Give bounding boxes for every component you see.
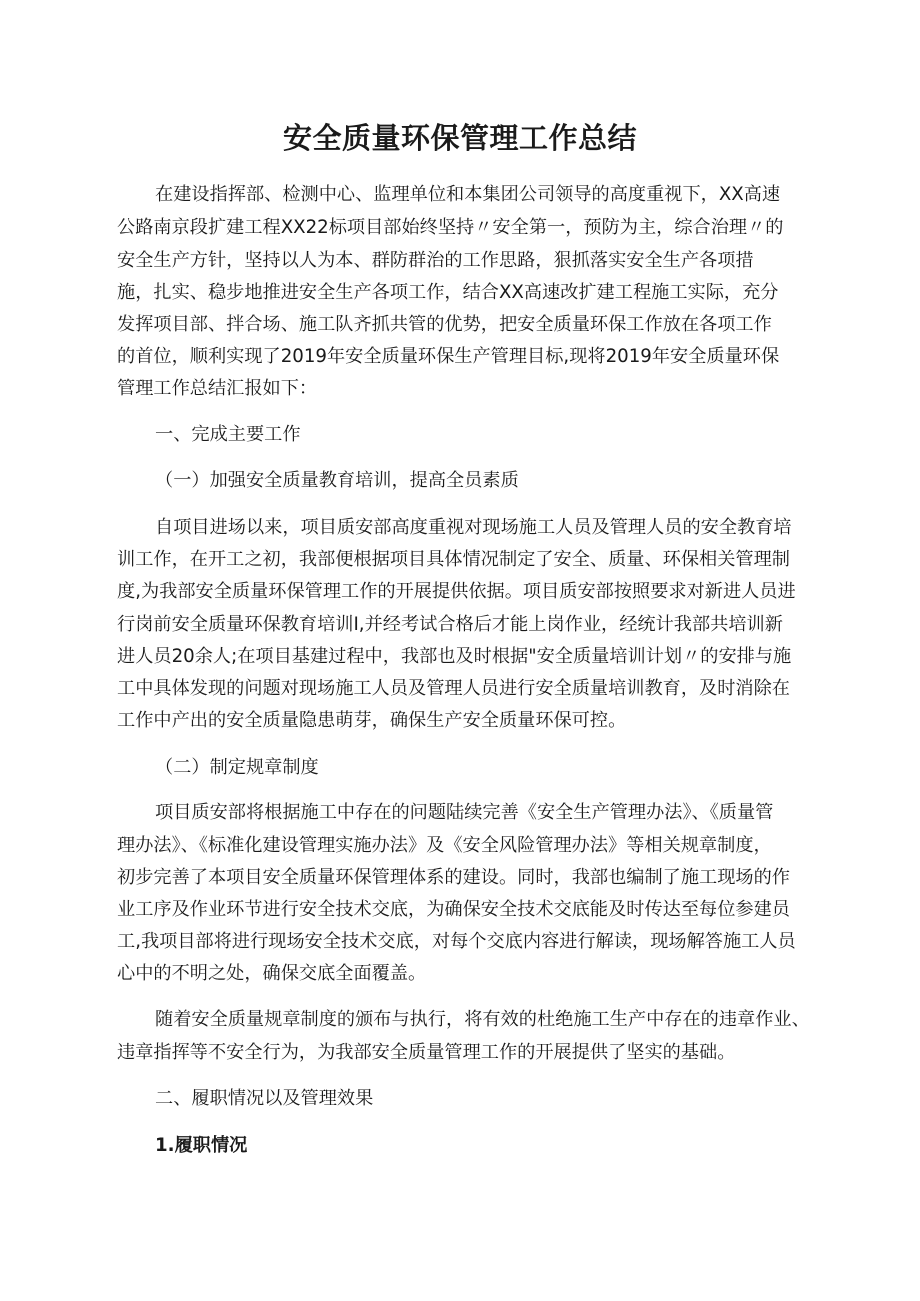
subsection-heading: （一）加强安全质量教育培训，提高全员素质 [155,470,519,491]
paragraph-line: 发挥项目部、拌合场、施工队齐抓共管的优势，把安全质量环保工作放在各项工作 [117,314,772,335]
numbered-heading: 1.履职情况 [155,1135,248,1156]
paragraph-line: 心中的不明之处，确保交底全面覆盖。 [117,963,427,984]
paragraph-line: 施，扎实、稳步地推进安全生产各项工作，结合XX高速改扩建工程施工实际，充分 [117,282,779,303]
document-title: 安全质量环保管理工作总结 [282,121,637,155]
paragraph-line: 随着安全质量规章制度的颁布与执行，将有效的杜绝施工生产中存在的违章作业、 [155,1009,810,1030]
paragraph-line: 工,我项目部将进行现场安全技术交底，对每个交底内容进行解读，现场解答施工人员 [117,931,796,952]
paragraph-line: 理办法》、《标准化建设管理实施办法》及《安全风险管理办法》等相关规章制度， [117,835,772,856]
paragraph-line: 自项目进场以来，项目质安部高度重视对现场施工人员及管理人员的安全教育培 [155,517,792,538]
paragraph-line: 行岗前安全质量环保教育培训I,并经考试合格后才能上岗作业，经统计我部共培训新 [117,614,783,635]
paragraph-line: 工中具体发现的问题对现场施工人员及管理人员进行安全质量培训教育，及时消除在 [117,678,790,699]
paragraph-line: 安全生产方针，坚持以人为本、群防群治的工作思路，狠抓落实安全生产各项措 [117,250,754,271]
paragraph-line: 公路南京段扩建工程XX22标项目部始终坚持〃安全第一，预防为主，综合治理〃的 [117,217,784,238]
paragraph-line: 工作中产出的安全质量隐患萌芽，确保生产安全质量环保可控。 [117,710,627,731]
paragraph-line: 进人员20余人;在项目基建过程中，我部也及时根据"安全质量培训计划〃的安排与施 [117,646,792,667]
paragraph-line: 项目质安部将根据施工中存在的问题陆续完善《安全生产管理办法》、《质量管 [155,802,774,823]
section-heading: 一、完成主要工作 [155,424,301,445]
paragraph-line: 初步完善了本项目安全质量环保管理体系的建设。同时，我部也编制了施工现场的作 [117,867,790,888]
paragraph-line: 在建设指挥部、检测中心、监理单位和本集团公司领导的高度重视下，XX高速 [155,184,781,205]
paragraph-line: 度,为我部安全质量环保管理工作的开展提供依据。项目质安部按照要求对新进人员进 [117,581,796,602]
paragraph-line: 训工作，在开工之初，我部便根据项目具体情况制定了安全、质量、环保相关管理制 [117,549,790,570]
section-heading: 二、履职情况以及管理效果 [155,1088,374,1109]
paragraph-line: 管理工作总结汇报如下： [117,378,318,399]
paragraph-line: 业工序及作业环节进行安全技术交底，为确保安全技术交底能及时传达至每位参建员 [117,899,790,920]
paragraph-line: 的首位，顺利实现了2019年安全质量环保生产管理目标,现将2019年安全质量环保 [117,346,780,367]
paragraph-line: 违章指挥等不安全行为，为我部安全质量管理工作的开展提供了坚实的基础。 [117,1042,736,1063]
subsection-heading: （二）制定规章制度 [155,757,319,778]
